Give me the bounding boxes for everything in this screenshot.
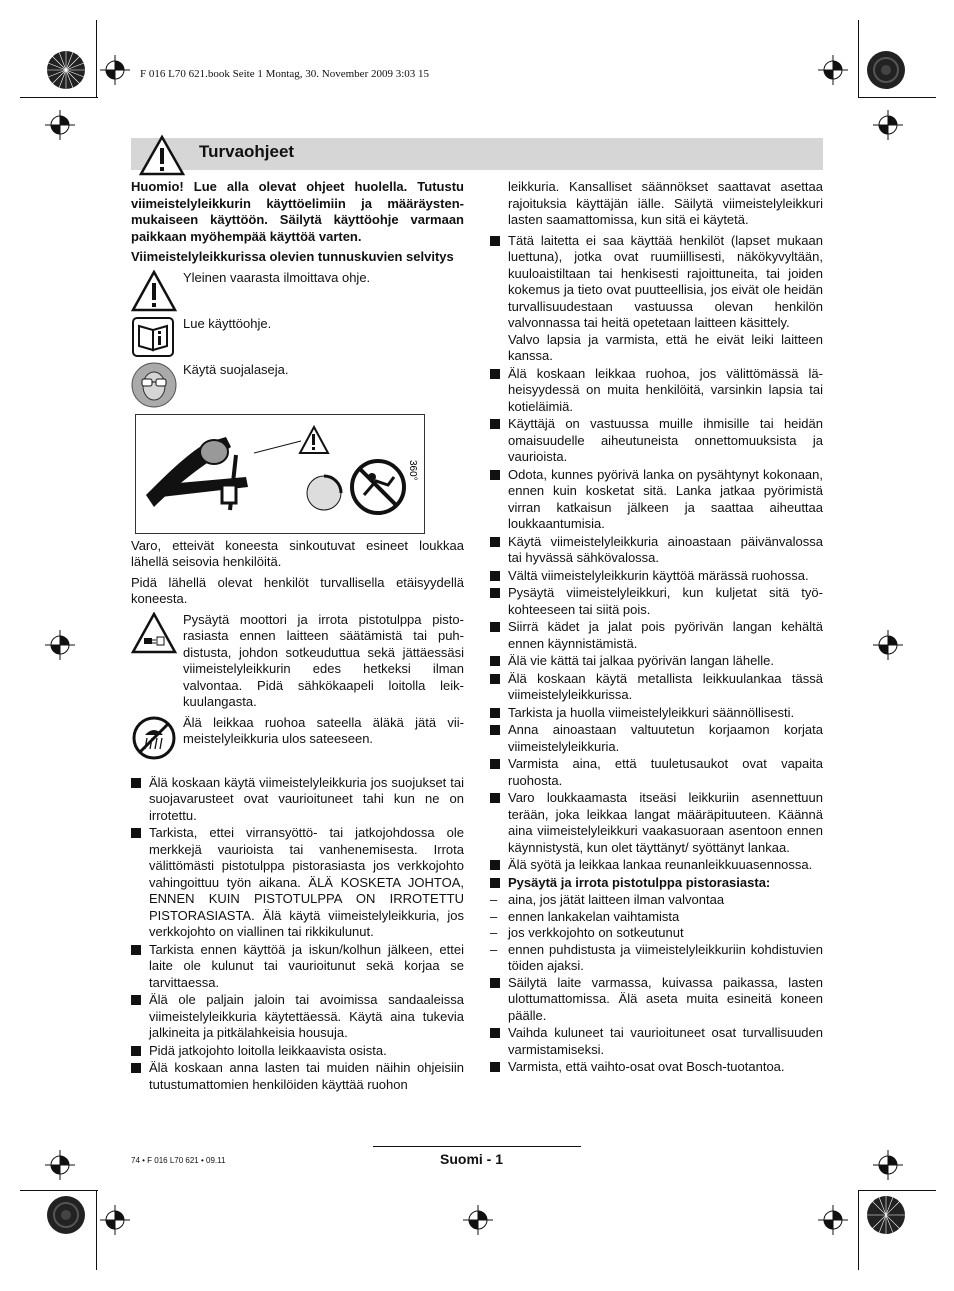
- list-item: Tarkista ja huolla viimeistelyleikkuri säännöllisesti.: [490, 705, 823, 722]
- crop-line: [20, 97, 98, 98]
- crop-line: [858, 1190, 859, 1270]
- bullet-square-icon: [490, 470, 500, 480]
- list-item: Käyttäjä on vastuussa muille ihmisille tai heidän omaisuudelle aiheutuneista onnettomuuksista ja vaurioista.: [490, 416, 823, 466]
- crosshair-icon: [100, 1205, 130, 1235]
- list-item: Varmista, että vaihto-osat ovat Bosch-tuotantoa.: [490, 1059, 823, 1076]
- bullet-square-icon: [490, 419, 500, 429]
- right-column: [490, 179, 823, 1077]
- bullet-square-icon: [131, 1046, 141, 1056]
- list-item: Älä koskaan anna lasten tai muiden näihin ohjeisiin tutustumattomien henkilöiden käyttää ruohon: [131, 1060, 464, 1093]
- bullet-square-icon: [490, 674, 500, 684]
- crosshair-icon: [818, 1205, 848, 1235]
- crop-line: [858, 20, 859, 98]
- bullet-square-icon: [490, 759, 500, 769]
- rotation-angle-label: 360°: [407, 459, 418, 481]
- list-item: Käytä viimeistelyleikkuria ainoastaan päivänvalossa tai hyvässä sähkövalossa.: [490, 534, 823, 567]
- crop-line: [96, 1190, 97, 1270]
- bullet-square-icon: [490, 1062, 500, 1072]
- footer-doc-code: 74 • F 016 L70 621 • 09.11: [131, 1156, 226, 1165]
- stop-heading: Pysäytä ja irrota pistotulppa pistorasiasta:: [508, 874, 771, 890]
- intro-warning: Huomio! Lue alla olevat ohjeet huolella. Tutustu viimeistelyleikkurin käyttöelimiin ja määräystenmukaiseen käyttöön. Säilytä käyttöohje varmaan paikkaan myöhempää käyttöä varten.: [131, 179, 464, 244]
- symbol-text: Pysäytä moottori ja irrota pistotulppa pistorasiasta ennen laitteen säätämistä tai puhdistusta, johdon sotkeuduttua sekä jättäessäsi viimeistelyleikkurin edes hetkeksi ilman valvontaa. Pidä sähkökaapeli loitolla leikkuulangasta.: [183, 611, 464, 709]
- crosshair-icon: [873, 630, 903, 660]
- list-item: Säilytä laite varmassa, kuivassa paikassa, lasten ulottumattomissa. Älä aseta muita esineitä koneen päälle.: [490, 975, 823, 1025]
- footer-rule: [373, 1146, 581, 1147]
- trimmer-illustration: [135, 414, 425, 534]
- symbol-row: [131, 270, 464, 312]
- left-column: [131, 179, 464, 1094]
- section-title-bar: [131, 138, 823, 170]
- bullet-square-icon: [490, 537, 500, 547]
- symbols-heading: Viimeistelyleikkurissa olevien tunnuskuvien selvitys: [131, 249, 454, 264]
- crosshair-icon: [463, 1205, 493, 1235]
- list-item: Vältä viimeistelyleikkurin käyttöä märässä ruohossa.: [490, 568, 823, 585]
- symbol-text: Käytä suojalaseja.: [183, 361, 289, 377]
- crop-line: [858, 1190, 936, 1191]
- bullet-square-icon: [490, 369, 500, 379]
- list-item: Tätä laitetta ei saa käyttää henkilöt (lapset mukaan luettuna), jotka ovat ruumiillisesti, näkökyvyltään, kuuloaistiltaan tai henkisesti rajoittuneita, tai joiden kokemus ja tieto ovat puutteellisia, jos eivät ole heidän turvallisuudestaan vastuussa olevan henkilön valvonnassa tai heitä opetetaan laitteen käsittely. Valvo lapsia ja varmista, että he eivät leiki laitteen kanssa.: [490, 233, 823, 365]
- list-item: Varo loukkaamasta itseäsi leikkuriin asennettuun terään, joka leikkaa langat määräpituuteen. Käännä aina viimeistelyleikkuri vaakasuoraan asentoon ennen käynnistystä, kun olet täyttänyt/ syöttänyt lankaa.: [490, 790, 823, 856]
- crop-line: [96, 20, 97, 98]
- bullet-square-icon: [490, 656, 500, 666]
- list-item: Älä vie kättä tai jalkaa pyörivän langan lähelle.: [490, 653, 823, 670]
- bullet-square-icon: [490, 860, 500, 870]
- body-paragraph: Pidä lähellä olevat henkilöt turvallisella etäisyydellä koneesta.: [131, 574, 464, 606]
- symbol-text: Lue käyttöohje.: [183, 315, 272, 331]
- bullet-square-icon: [490, 622, 500, 632]
- dash-list: [490, 892, 823, 975]
- list-item: [490, 875, 823, 892]
- symbol-row: [131, 316, 464, 358]
- print-header-line: F 016 L70 621.book Seite 1 Montag, 30. November 2009 3:03 15: [140, 68, 430, 80]
- right-bullet-list: [490, 233, 823, 892]
- bullet-square-icon: [490, 793, 500, 803]
- read-manual-icon: [131, 316, 177, 358]
- continued-paragraph: leikkuria. Kansalliset säännökset saattavat asettaa rajoituksia käyttäjän iälle. Säilytä viimeistelyleikkuri lasten saamattomissa, kun sitä ei käytetä.: [508, 179, 823, 227]
- bullet-square-icon: [490, 978, 500, 988]
- list-item: Varmista aina, että tuuletusaukot ovat vapaita ruohosta.: [490, 756, 823, 789]
- dash-item: – jos verkkojohto on sotkeutunut: [490, 925, 684, 940]
- list-item: Pysäytä viimeistelyleikkuri, kun kuljetat sitä työkohteeseen tai siitä pois.: [490, 585, 823, 618]
- registration-starburst-icon: [46, 1195, 86, 1235]
- bullet-square-icon: [131, 778, 141, 788]
- bullet-square-icon: [490, 878, 500, 888]
- dash-item: – aina, jos jätät laitteen ilman valvontaa: [490, 892, 725, 907]
- symbol-row: [131, 715, 464, 761]
- registration-starburst-icon: [866, 1195, 906, 1235]
- crosshair-icon: [45, 1150, 75, 1180]
- no-rain-icon: [131, 715, 177, 761]
- left-bullet-list: [131, 775, 464, 1094]
- list-item: Älä koskaan käytä viimeistelyleikkuria jos suojukset tai suojavarusteet ovat vaurioituneet tahi kun ne on irrotettu.: [131, 775, 464, 825]
- symbol-text: Älä leikkaa ruohoa sateella äläkä jätä viimeistelyleikkuria ulos sateeseen.: [183, 714, 464, 746]
- bullet-square-icon: [131, 995, 141, 1005]
- bullet-square-icon: [490, 571, 500, 581]
- crosshair-icon: [818, 55, 848, 85]
- list-item: Älä ole paljain jaloin tai avoimissa sandaaleissa viimeistelyleikkuria käytettäessä. Käytä aina tukevia jalkineita ja pitkälahkeisia housuja.: [131, 992, 464, 1042]
- list-item: Tarkista ennen käyttöä ja iskun/kolhun jälkeen, ettei laite ole kulunut tai vaurioitunut sekä korjaa se tarvittaessa.: [131, 942, 464, 992]
- bullet-square-icon: [131, 1063, 141, 1073]
- list-item: Anna ainoastaan valtuutetun korjaamon korjata viimeistelyleikkuria.: [490, 722, 823, 755]
- list-item: Älä koskaan käytä metallista leikkuulankaa tässä viimeistelyleikkurissa.: [490, 671, 823, 704]
- symbol-text: Yleinen vaarasta ilmoittava ohje.: [183, 269, 371, 285]
- bullet-square-icon: [131, 828, 141, 838]
- registration-starburst-icon: [866, 50, 906, 90]
- list-item: Tarkista, ettei virransyöttö- tai jatkojohdossa ole merkkejä vaurioista tai vanhenemisesta. Irrota välittömästi pistotulppa pistorasiasta jos verkkojohto vahingoittuu työn aikana. ÄLÄ KOSKETA JOHTOA, ENNEN KUIN PISTOTULPPA ON IRROTETTU PISTORASIASTA. Älä käytä viimeistelyleikkuria, jos verkkojohto on viallinen tai rikkikulunut.: [131, 825, 464, 941]
- bullet-square-icon: [490, 236, 500, 246]
- safety-glasses-icon: [131, 362, 177, 408]
- crop-line: [858, 97, 936, 98]
- crosshair-icon: [100, 55, 130, 85]
- list-item: Pidä jatkojohto loitolla leikkaavista osista.: [131, 1043, 464, 1060]
- dash-item: – ennen lankakelan vaihtamista: [490, 908, 680, 924]
- dash-item: – ennen puhdistusta ja viimeistelyleikkuriin kohdistuvien töiden ajaksi.: [490, 941, 823, 973]
- bullet-square-icon: [131, 945, 141, 955]
- list-item: Odota, kunnes pyörivä lanka on pysähtynyt kokonaan, ennen kuin kosketat sitä. Lanka jatkaa pyörimistä virran katkaisun jälkeen ja saattaa aiheuttaa loukkaantumisia.: [490, 467, 823, 533]
- page-title: Turvaohjeet: [199, 142, 295, 161]
- symbol-row: [131, 362, 464, 408]
- list-item: Älä syötä ja leikkaa lankaa reunanleikkuuasennossa.: [490, 857, 823, 874]
- warning-triangle-icon: [139, 134, 185, 176]
- bullet-square-icon: [490, 1028, 500, 1038]
- list-item: Vaihda kuluneet tai vaurioituneet osat turvallisuuden varmistamiseksi.: [490, 1025, 823, 1058]
- crop-line: [20, 1190, 98, 1191]
- bullet-square-icon: [490, 588, 500, 598]
- registration-starburst-icon: [46, 50, 86, 90]
- bullet-square-icon: [490, 725, 500, 735]
- list-item: Siirrä kädet ja jalat pois pyörivän langan kehältä ennen käynnistämistä.: [490, 619, 823, 652]
- page-number: Suomi - 1: [440, 1151, 504, 1167]
- body-paragraph: Varo, etteivät koneesta sinkoutuvat esineet loukkaa lähellä seisovia henkilöitä.: [131, 537, 464, 569]
- unplug-warning-icon: [131, 612, 177, 654]
- list-item: Älä koskaan leikkaa ruohoa, jos välittömässä läheisyydessä on muita henkilöitä, varsinkin lapsia tai kotieläimiä.: [490, 366, 823, 416]
- warning-triangle-icon: [131, 270, 177, 312]
- symbol-row: [131, 612, 464, 711]
- supervise-children-note: Valvo lapsia ja varmista, että he eivät leiki laitteen kanssa.: [508, 331, 823, 363]
- crosshair-icon: [45, 630, 75, 660]
- trimmer-user-illustration: [136, 415, 424, 533]
- crosshair-icon: [873, 1150, 903, 1180]
- crosshair-icon: [873, 110, 903, 140]
- crosshair-icon: [45, 110, 75, 140]
- bullet-square-icon: [490, 708, 500, 718]
- right-bullet-list-end: [490, 975, 823, 1076]
